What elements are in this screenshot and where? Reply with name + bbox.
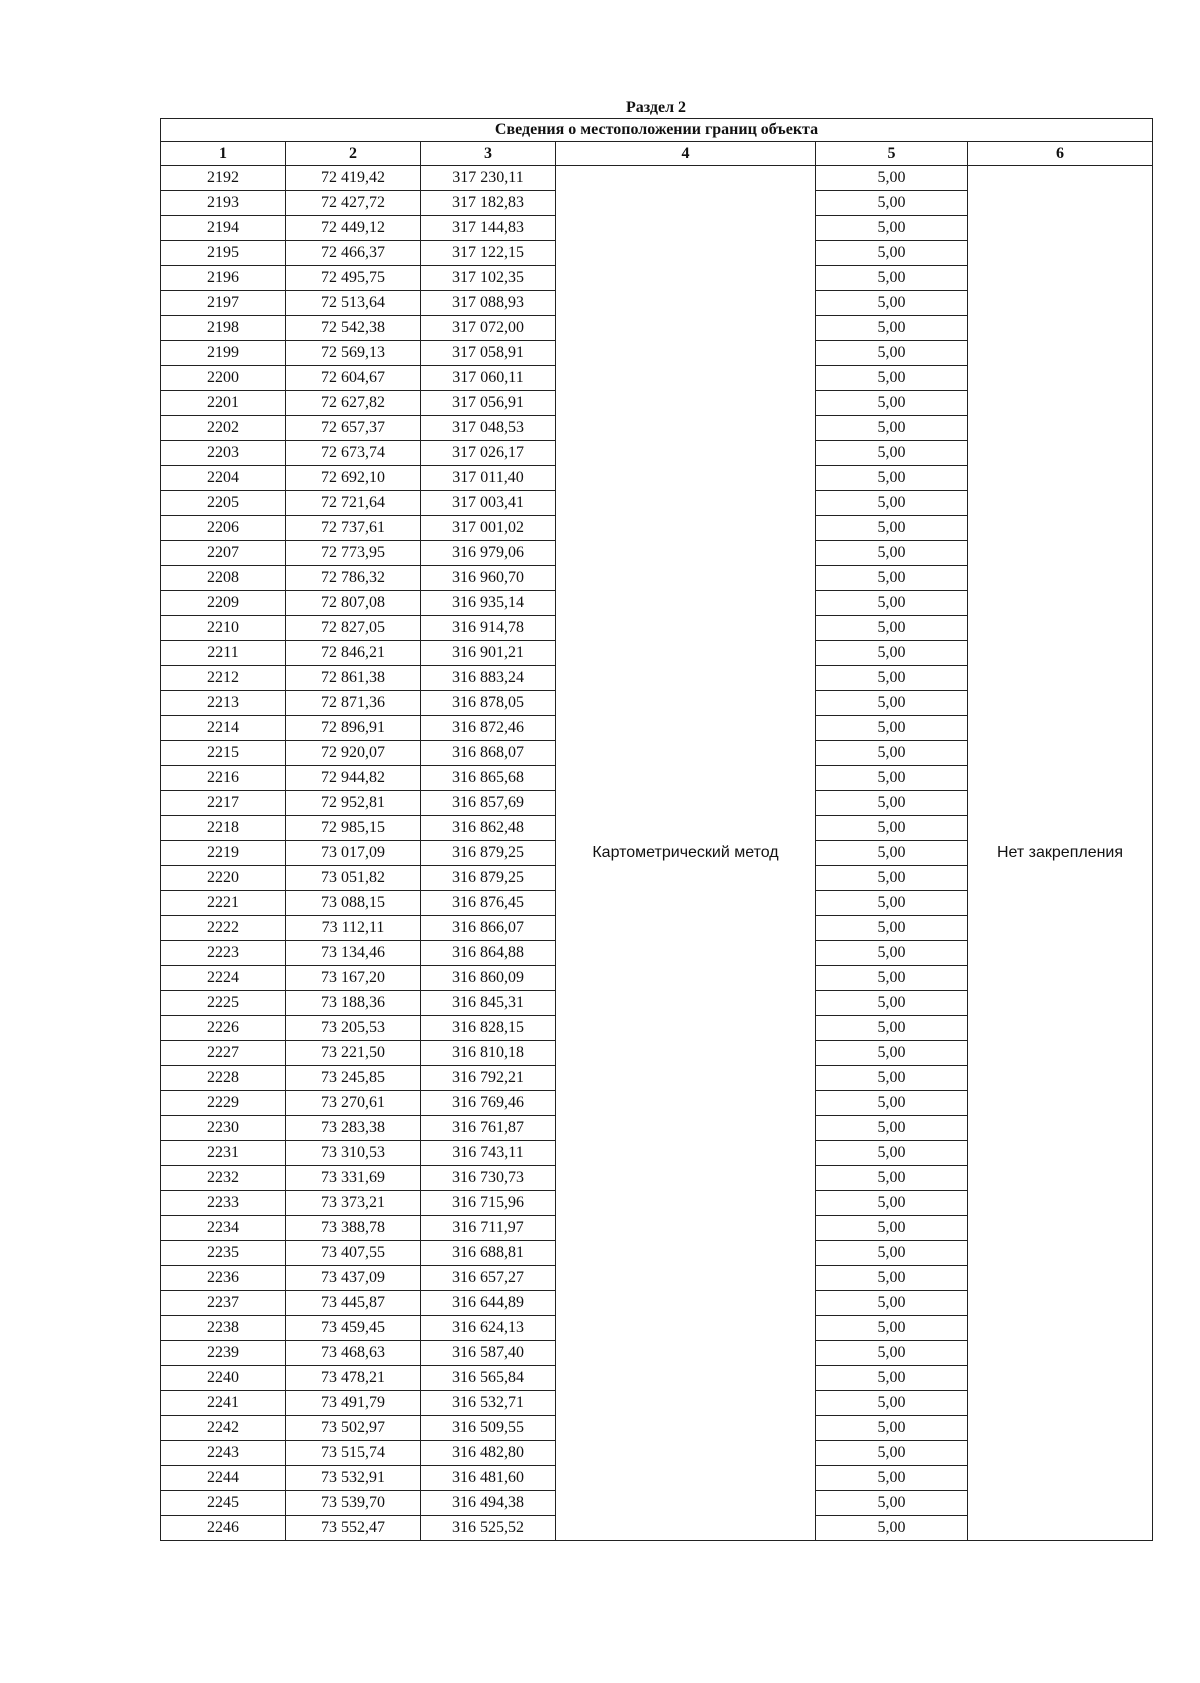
column-header-3: 3	[421, 142, 556, 166]
point-number: 2232	[161, 1166, 286, 1191]
coordinate-x: 73 478,21	[286, 1366, 421, 1391]
coordinate-y: 316 792,21	[421, 1066, 556, 1091]
point-number: 2244	[161, 1466, 286, 1491]
point-number: 2212	[161, 666, 286, 691]
coordinate-y: 316 879,25	[421, 866, 556, 891]
point-number: 2203	[161, 441, 286, 466]
coordinate-x: 72 427,72	[286, 191, 421, 216]
coordinate-y: 317 144,83	[421, 216, 556, 241]
coordinate-y: 316 828,15	[421, 1016, 556, 1041]
coordinate-x: 72 542,38	[286, 316, 421, 341]
point-number: 2219	[161, 841, 286, 866]
table-caption: Сведения о местоположении границ объекта	[161, 119, 1153, 142]
accuracy-value: 5,00	[816, 966, 968, 991]
coordinate-y: 316 711,97	[421, 1216, 556, 1241]
point-number: 2208	[161, 566, 286, 591]
point-number: 2228	[161, 1066, 286, 1091]
point-number: 2196	[161, 266, 286, 291]
coordinate-y: 316 868,07	[421, 741, 556, 766]
coordinate-y: 316 525,52	[421, 1516, 556, 1541]
point-number: 2220	[161, 866, 286, 891]
point-number: 2236	[161, 1266, 286, 1291]
point-number: 2193	[161, 191, 286, 216]
coordinate-y: 316 864,88	[421, 941, 556, 966]
coordinate-x: 73 134,46	[286, 941, 421, 966]
point-number: 2207	[161, 541, 286, 566]
coordinate-x: 73 407,55	[286, 1241, 421, 1266]
point-number: 2194	[161, 216, 286, 241]
table-body	[161, 166, 1153, 1541]
accuracy-value: 5,00	[816, 366, 968, 391]
accuracy-value: 5,00	[816, 466, 968, 491]
coordinate-x: 72 807,08	[286, 591, 421, 616]
coordinate-x: 73 310,53	[286, 1141, 421, 1166]
coordinate-y: 316 565,84	[421, 1366, 556, 1391]
coordinate-y: 316 509,55	[421, 1416, 556, 1441]
fixation-cell: Нет закрепления	[968, 166, 1153, 1541]
accuracy-value: 5,00	[816, 741, 968, 766]
document-page	[160, 98, 1152, 1541]
coordinate-x: 73 112,11	[286, 916, 421, 941]
coordinate-y: 316 644,89	[421, 1291, 556, 1316]
coordinate-y: 316 761,87	[421, 1116, 556, 1141]
coordinate-y: 317 060,11	[421, 366, 556, 391]
coordinate-y: 316 730,73	[421, 1166, 556, 1191]
point-number: 2243	[161, 1441, 286, 1466]
accuracy-value: 5,00	[816, 241, 968, 266]
point-number: 2241	[161, 1391, 286, 1416]
accuracy-value: 5,00	[816, 916, 968, 941]
coordinate-y: 316 866,07	[421, 916, 556, 941]
coordinate-x: 73 502,97	[286, 1416, 421, 1441]
coordinate-y: 316 494,38	[421, 1491, 556, 1516]
accuracy-value: 5,00	[816, 1141, 968, 1166]
point-number: 2192	[161, 166, 286, 191]
accuracy-value: 5,00	[816, 716, 968, 741]
accuracy-value: 5,00	[816, 1441, 968, 1466]
point-number: 2222	[161, 916, 286, 941]
coordinate-y: 316 688,81	[421, 1241, 556, 1266]
accuracy-value: 5,00	[816, 816, 968, 841]
point-number: 2231	[161, 1141, 286, 1166]
coordinate-y: 317 230,11	[421, 166, 556, 191]
accuracy-value: 5,00	[816, 941, 968, 966]
coordinate-x: 73 437,09	[286, 1266, 421, 1291]
accuracy-value: 5,00	[816, 566, 968, 591]
point-number: 2197	[161, 291, 286, 316]
coordinate-x: 73 221,50	[286, 1041, 421, 1066]
point-number: 2213	[161, 691, 286, 716]
accuracy-value: 5,00	[816, 1391, 968, 1416]
coordinate-x: 72 721,64	[286, 491, 421, 516]
coordinate-x: 73 017,09	[286, 841, 421, 866]
point-number: 2205	[161, 491, 286, 516]
accuracy-value: 5,00	[816, 1191, 968, 1216]
coordinate-x: 72 604,67	[286, 366, 421, 391]
coordinate-y: 316 935,14	[421, 591, 556, 616]
point-number: 2201	[161, 391, 286, 416]
coordinate-x: 72 827,05	[286, 616, 421, 641]
accuracy-value: 5,00	[816, 1066, 968, 1091]
accuracy-value: 5,00	[816, 691, 968, 716]
coordinate-x: 73 515,74	[286, 1441, 421, 1466]
coordinate-x: 73 188,36	[286, 991, 421, 1016]
accuracy-value: 5,00	[816, 541, 968, 566]
point-number: 2224	[161, 966, 286, 991]
coordinate-y: 317 088,93	[421, 291, 556, 316]
point-number: 2237	[161, 1291, 286, 1316]
coordinate-x: 72 627,82	[286, 391, 421, 416]
point-number: 2226	[161, 1016, 286, 1041]
coordinate-y: 317 072,00	[421, 316, 556, 341]
coordinate-x: 72 985,15	[286, 816, 421, 841]
accuracy-value: 5,00	[816, 1466, 968, 1491]
coordinate-x: 73 539,70	[286, 1491, 421, 1516]
coordinate-y: 316 879,25	[421, 841, 556, 866]
coordinate-x: 72 944,82	[286, 766, 421, 791]
coordinate-x: 72 657,37	[286, 416, 421, 441]
accuracy-value: 5,00	[816, 216, 968, 241]
accuracy-value: 5,00	[816, 991, 968, 1016]
accuracy-value: 5,00	[816, 391, 968, 416]
coordinate-x: 72 466,37	[286, 241, 421, 266]
accuracy-value: 5,00	[816, 341, 968, 366]
coordinate-y: 317 026,17	[421, 441, 556, 466]
point-number: 2227	[161, 1041, 286, 1066]
coordinate-y: 316 532,71	[421, 1391, 556, 1416]
coordinate-x: 72 569,13	[286, 341, 421, 366]
coordinate-y: 316 860,09	[421, 966, 556, 991]
accuracy-value: 5,00	[816, 1016, 968, 1041]
coordinate-y: 317 011,40	[421, 466, 556, 491]
coordinate-y: 317 003,41	[421, 491, 556, 516]
coordinate-y: 317 122,15	[421, 241, 556, 266]
coordinate-x: 73 388,78	[286, 1216, 421, 1241]
point-number: 2235	[161, 1241, 286, 1266]
point-number: 2234	[161, 1216, 286, 1241]
point-number: 2202	[161, 416, 286, 441]
coordinate-x: 73 088,15	[286, 891, 421, 916]
coordinate-y: 316 878,05	[421, 691, 556, 716]
coordinate-x: 73 167,20	[286, 966, 421, 991]
accuracy-value: 5,00	[816, 766, 968, 791]
coordinate-y: 316 624,13	[421, 1316, 556, 1341]
coordinate-x: 73 491,79	[286, 1391, 421, 1416]
point-number: 2225	[161, 991, 286, 1016]
coordinate-x: 73 468,63	[286, 1341, 421, 1366]
accuracy-value: 5,00	[816, 441, 968, 466]
coordinate-y: 317 058,91	[421, 341, 556, 366]
point-number: 2214	[161, 716, 286, 741]
accuracy-value: 5,00	[816, 516, 968, 541]
coordinate-y: 316 769,46	[421, 1091, 556, 1116]
coordinate-y: 317 102,35	[421, 266, 556, 291]
coordinate-x: 73 245,85	[286, 1066, 421, 1091]
coordinate-x: 72 737,61	[286, 516, 421, 541]
table-row	[161, 166, 1153, 191]
accuracy-value: 5,00	[816, 616, 968, 641]
coordinate-x: 72 449,12	[286, 216, 421, 241]
point-number: 2221	[161, 891, 286, 916]
point-number: 2195	[161, 241, 286, 266]
coordinate-x: 72 673,74	[286, 441, 421, 466]
accuracy-value: 5,00	[816, 1166, 968, 1191]
accuracy-value: 5,00	[816, 866, 968, 891]
coordinate-x: 72 419,42	[286, 166, 421, 191]
accuracy-value: 5,00	[816, 841, 968, 866]
coordinate-x: 73 552,47	[286, 1516, 421, 1541]
coordinate-x: 72 513,64	[286, 291, 421, 316]
point-number: 2200	[161, 366, 286, 391]
coordinate-y: 316 865,68	[421, 766, 556, 791]
point-number: 2215	[161, 741, 286, 766]
accuracy-value: 5,00	[816, 1416, 968, 1441]
coordinate-x: 72 846,21	[286, 641, 421, 666]
accuracy-value: 5,00	[816, 791, 968, 816]
coordinate-x: 73 205,53	[286, 1016, 421, 1041]
coordinate-y: 316 901,21	[421, 641, 556, 666]
accuracy-value: 5,00	[816, 1266, 968, 1291]
accuracy-value: 5,00	[816, 1516, 968, 1541]
coordinate-y: 317 048,53	[421, 416, 556, 441]
column-header-6: 6	[968, 142, 1153, 166]
accuracy-value: 5,00	[816, 1091, 968, 1116]
coordinate-y: 316 876,45	[421, 891, 556, 916]
column-header-row	[161, 142, 1153, 166]
section-title: Раздел 2	[625, 99, 687, 116]
coordinate-y: 316 862,48	[421, 816, 556, 841]
point-number: 2240	[161, 1366, 286, 1391]
column-header-5: 5	[816, 142, 968, 166]
accuracy-value: 5,00	[816, 1316, 968, 1341]
accuracy-value: 5,00	[816, 1491, 968, 1516]
point-number: 2229	[161, 1091, 286, 1116]
coordinate-y: 316 482,80	[421, 1441, 556, 1466]
coordinate-y: 316 857,69	[421, 791, 556, 816]
point-number: 2210	[161, 616, 286, 641]
accuracy-value: 5,00	[816, 1241, 968, 1266]
coordinate-y: 316 810,18	[421, 1041, 556, 1066]
accuracy-value: 5,00	[816, 1216, 968, 1241]
coordinate-x: 72 861,38	[286, 666, 421, 691]
coordinate-x: 72 871,36	[286, 691, 421, 716]
coordinate-y: 316 481,60	[421, 1466, 556, 1491]
point-number: 2242	[161, 1416, 286, 1441]
coordinate-x: 72 692,10	[286, 466, 421, 491]
column-header-1: 1	[161, 142, 286, 166]
coordinate-x: 72 952,81	[286, 791, 421, 816]
point-number: 2245	[161, 1491, 286, 1516]
coordinate-x: 72 896,91	[286, 716, 421, 741]
accuracy-value: 5,00	[816, 291, 968, 316]
coordinate-x: 73 283,38	[286, 1116, 421, 1141]
coordinate-y: 316 914,78	[421, 616, 556, 641]
coordinate-y: 316 743,11	[421, 1141, 556, 1166]
accuracy-value: 5,00	[816, 591, 968, 616]
point-number: 2198	[161, 316, 286, 341]
coordinate-x: 72 920,07	[286, 741, 421, 766]
coordinate-y: 316 872,46	[421, 716, 556, 741]
coordinate-x: 73 331,69	[286, 1166, 421, 1191]
column-header-4: 4	[556, 142, 816, 166]
table-caption-row	[161, 119, 1153, 142]
accuracy-value: 5,00	[816, 1341, 968, 1366]
coordinate-y: 317 056,91	[421, 391, 556, 416]
accuracy-value: 5,00	[816, 1041, 968, 1066]
point-number: 2209	[161, 591, 286, 616]
coordinate-x: 72 773,95	[286, 541, 421, 566]
coordinate-x: 73 051,82	[286, 866, 421, 891]
coordinate-x: 73 445,87	[286, 1291, 421, 1316]
point-number: 2238	[161, 1316, 286, 1341]
coordinate-y: 316 883,24	[421, 666, 556, 691]
coordinate-y: 316 979,06	[421, 541, 556, 566]
coordinate-x: 73 373,21	[286, 1191, 421, 1216]
coordinate-y: 317 001,02	[421, 516, 556, 541]
accuracy-value: 5,00	[816, 666, 968, 691]
point-number: 2211	[161, 641, 286, 666]
accuracy-value: 5,00	[816, 166, 968, 191]
point-number: 2233	[161, 1191, 286, 1216]
coordinate-x: 73 270,61	[286, 1091, 421, 1116]
point-number: 2246	[161, 1516, 286, 1541]
point-number: 2223	[161, 941, 286, 966]
coordinate-y: 316 657,27	[421, 1266, 556, 1291]
coordinate-y: 316 960,70	[421, 566, 556, 591]
column-header-2: 2	[286, 142, 421, 166]
accuracy-value: 5,00	[816, 1366, 968, 1391]
accuracy-value: 5,00	[816, 266, 968, 291]
accuracy-value: 5,00	[816, 641, 968, 666]
point-number: 2239	[161, 1341, 286, 1366]
accuracy-value: 5,00	[816, 1116, 968, 1141]
accuracy-value: 5,00	[816, 1291, 968, 1316]
point-number: 2230	[161, 1116, 286, 1141]
coordinate-y: 317 182,83	[421, 191, 556, 216]
accuracy-value: 5,00	[816, 316, 968, 341]
accuracy-value: 5,00	[816, 416, 968, 441]
point-number: 2218	[161, 816, 286, 841]
accuracy-value: 5,00	[816, 491, 968, 516]
boundary-coordinates-table	[160, 118, 1153, 1541]
coordinate-y: 316 845,31	[421, 991, 556, 1016]
point-number: 2217	[161, 791, 286, 816]
coordinate-y: 316 587,40	[421, 1341, 556, 1366]
coordinate-x: 72 786,32	[286, 566, 421, 591]
accuracy-value: 5,00	[816, 191, 968, 216]
coordinate-x: 73 459,45	[286, 1316, 421, 1341]
accuracy-value: 5,00	[816, 891, 968, 916]
coordinate-x: 72 495,75	[286, 266, 421, 291]
point-number: 2199	[161, 341, 286, 366]
point-number: 2204	[161, 466, 286, 491]
point-number: 2216	[161, 766, 286, 791]
coordinate-y: 316 715,96	[421, 1191, 556, 1216]
coordinate-x: 73 532,91	[286, 1466, 421, 1491]
point-number: 2206	[161, 516, 286, 541]
method-cell: Картометрический метод	[556, 166, 816, 1541]
